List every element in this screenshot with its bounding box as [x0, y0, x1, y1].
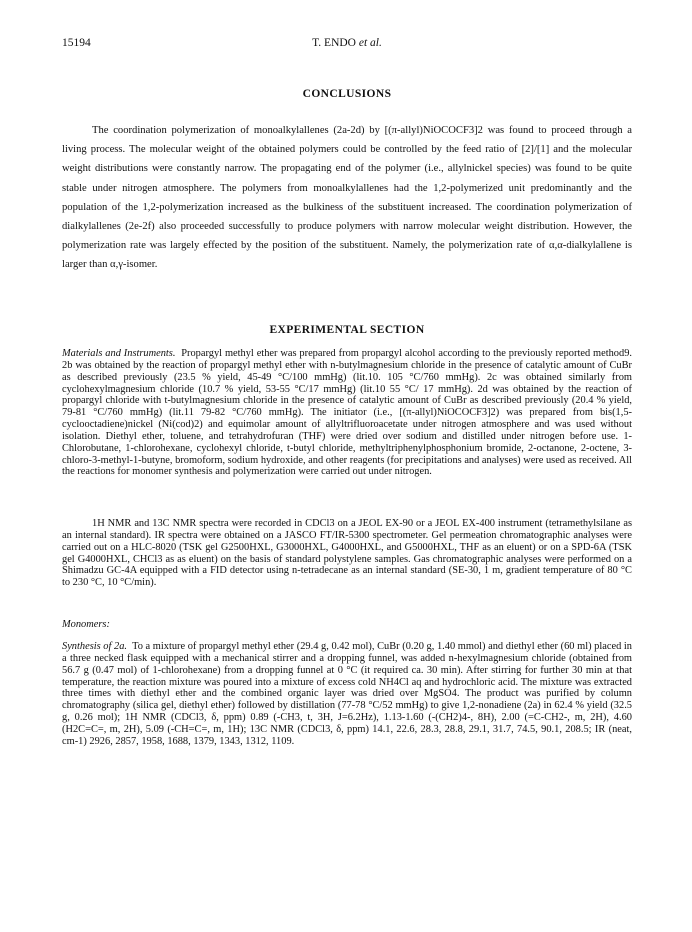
materials-text: Propargyl methyl ether was prepared from propargyl alcohol according to the previously reported method9. 2b was obtained by the reaction of propargyl methyl ether with n-butylmagnesium chloride in the presence of catalytic amount of CuBr as described previously (23.5 % yield, 45-49 °C/100 mmHg) (lit.10. 105 °C/760 mmHg). 2c was obtained similarly from cyclohexylmagnesium chloride (10.7 % yield, 53-55 °C/17 mmHg) (lit.10 55 °C/ 17 mmHg). 2d was obtained by the reaction of propargyl chloride with t-butylmagnesium chloride in the presence of catalytic amount of CuBr as described previously (20.4 % yield, 79-81 °C/760 mmHg) (lit.11 79-82 °C/760 mmHg). The initiator (i.e., [(π-allyl)NiOCOCF3]2) was prepared from bis(1,5-cyclooctadiene)nickel (Ni(cod)2) and equimolar amount of allyltrifluoroacetate under nitrogen atmosphere and was used without isolation. Diethyl ether, toluene, and tetrahydrofuran (THF) were dried over sodium and distilled under nitrogen before use. 1-Chlorobutane, 1-chlorohexane, cyclohexyl chloride, t-butyl chloride, methyltriphenylphosphonium bromide, 2-octanone, 2-octene, 3-chloro-3-methyl-1-butyne, bromoform, sodium hydroxide, and other reagents (for precipitations and analyses) were used as received. All the reactions for monomer synthesis and polymerization were carried out under nitrogen.	[62, 348, 632, 478]
synthesis-paragraph	[62, 641, 632, 748]
page-header	[62, 37, 632, 53]
instruments-paragraph: 1H NMR and 13C NMR spectra were recorded in CDCl3 on a JEOL EX-90 or a JEOL EX-400 instrument (tetramethylsilane as an internal standard). IR spectra were obtained on a JASCO FT/IR-5300 spectrometer. Gel permeation chromatographic analyses were carried out on a HLC-8020 (TSK gel G2500HXL, G3000HXL, G4000HXL, and G5000HXL, THF as an eluent) or on a SPD-6A (TSK gel G4000HXL, CHCl3 as as eluent) on the basis of standard polystylene samples. Gas chromatographic analyses were performed on a Shimadzu GC-4A equipped with a FID detector using n-tetradecane as an internal standard (SE-30, 1 m, gradient temperature of 80 °C to 230 °C, 10 °C/min).	[62, 518, 632, 589]
page-number: 15194	[62, 37, 91, 49]
materials-paragraph	[62, 348, 632, 478]
materials-lead: Materials and Instruments.	[62, 348, 176, 359]
running-head	[62, 37, 632, 49]
conclusions-paragraph: The coordination polymerization of monoalkylallenes (2a-2d) by [(π-allyl)NiOCOCF3]2 was found to proceed through a living process. The molecular weight of the obtained polymers could be controlled by the feed ratio of [2]/[1] and the molecular weight distributions were constantly narrow. The propagating end of the polymer (i.e., allylnickel species) was found to be quite stable under nitrogen atmosphere. The polymers from monoalkylallenes had the 1,2-polymerized unit predominantly and the population of the 1,2-polymerization increased as the bulkiness of the substituent increased. The coordination polymerization of dialkylallenes (2e-2f) also proceeded successfully to produce polymers with narrow molecular weight distribution. However, the polymerization rate was largely effected by the position of the substituent. Namely, the polymerization rate of α,α-dialkylallene is larger than α,γ-isomer.	[62, 125, 632, 271]
conclusions-heading: CONCLUSIONS	[302, 88, 392, 100]
experimental-heading: EXPERIMENTAL SECTION	[269, 324, 425, 336]
monomers-subheading: Monomers:	[62, 619, 110, 630]
running-etal: et al.	[358, 37, 382, 49]
synthesis-lead: Synthesis of 2a.	[62, 641, 128, 652]
synthesis-text: To a mixture of propargyl methyl ether (29.4 g, 0.42 mol), CuBr (0.20 g, 1.40 mmol) and diethyl ether (60 ml) placed in a three necked flask equipped with a mechanical stirrer and a dropping funnel, was added n-hexylmagnesium chloride (obtained from 56.7 g (0.47 mol) of 1-chlorohexane) from a dropping funnel at 0 °C (it required ca. 30 min). After stirring for further 30 min at that temperature, the reaction mixture was poured into a mixture of excess cold NH4Cl aq and hydrochloric acid. The mixture was extracted three times with diethyl ether and the combined organic layer was dried over MgSO4. The product was purified by column chromatography (silica gel, diethyl ether) followed by distillation (77-78 °C/52 mmHg) to give 1,2-nonadiene (2a) in 62.4 % yield (32.5 g, 0.26 mol); 1H NMR (CDCl3, δ, ppm) 0.89 (-CH3, t, 3H, J=6.2Hz), 1.13-1.60 (-(CH2)4-, 8H), 2.00 (=C-CH2-, m, 2H), 4.60 (H2C=C=, m, 2H), 5.09 (-CH=C=, m, 1H); 13C NMR (CDCl3, δ, ppm) 14.1, 22.6, 28.3, 28.8, 29.1, 31.7, 74.5, 90.1, 208.5; IR (neat, cm-1) 2926, 2857, 1958, 1688, 1379, 1343, 1312, 1109.	[62, 641, 633, 747]
running-author: T. ENDO	[312, 37, 356, 49]
